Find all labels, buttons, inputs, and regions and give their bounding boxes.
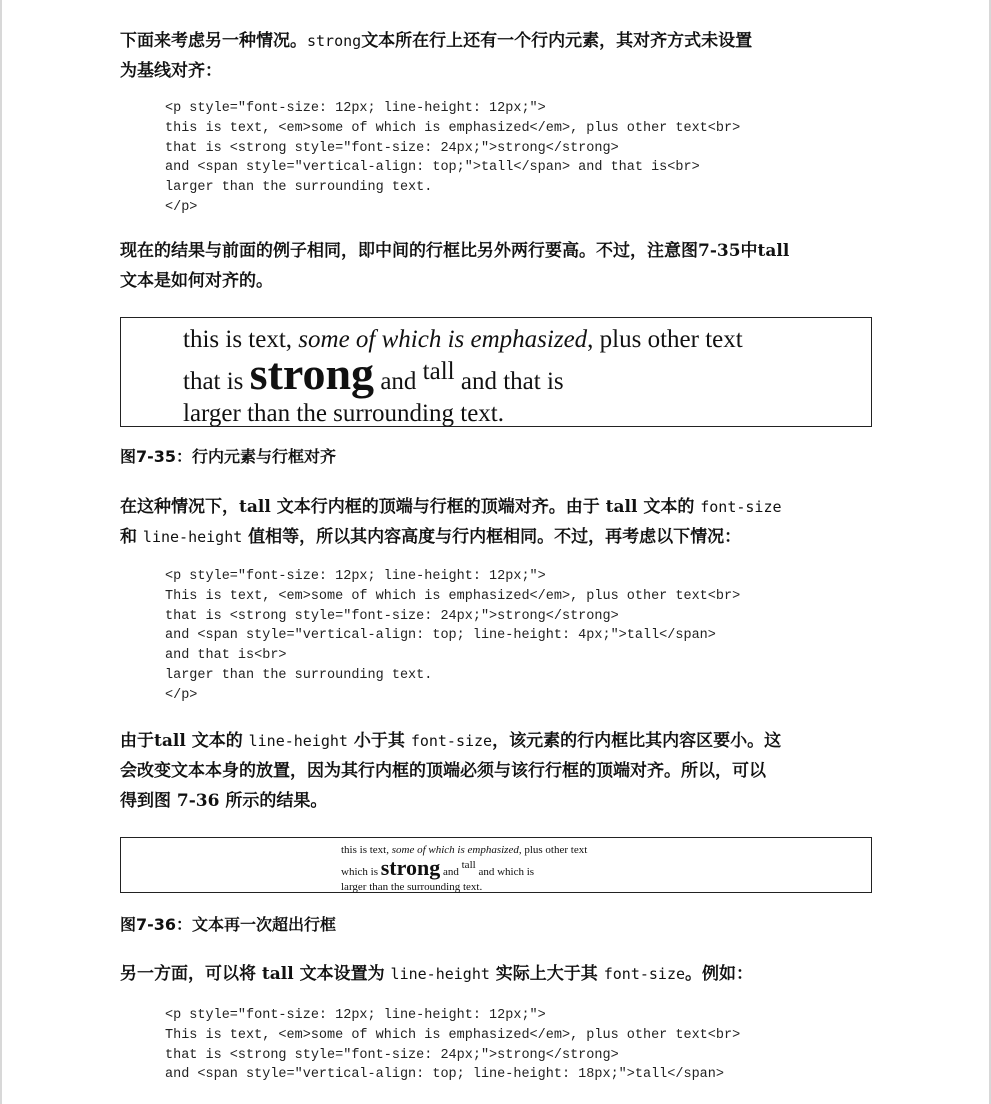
figure-line-2: that is strong and tall and that is bbox=[183, 348, 564, 399]
strong-text: strong bbox=[380, 855, 441, 880]
figure-line-2: which is strong and tall and which is bbox=[341, 855, 535, 880]
figure-7-35-rendering bbox=[183, 324, 743, 430]
tall-text: tall bbox=[422, 358, 455, 385]
figure-7-36-rendering bbox=[341, 843, 587, 895]
paragraph-explanation: 在这种情况下，tall 文本行内框的顶端与行框的顶端对齐。由于 tall 文本的 font-size 和 line-height 值相等，所以其内容高度与行内框相同。不过，再考虑以下情况： bbox=[120, 497, 782, 547]
tall-text: tall bbox=[461, 859, 476, 871]
code-example-3: <p style="font-size: 12px; line-height: 12px;"> This is text, <em>some of which is emphasized</em>, plus other text<br> that is <strong style="font-size: 24px;">strong</strong> and <span style="vertical-align: top; line-height: 18px;">tall</span> bbox=[165, 1008, 741, 1083]
code-example-1: <p style="font-size: 12px; line-height: 12px;"> this is text, <em>some of which is emphasized</em>, plus other text<br> that is <strong style="font-size: 24px;">strong</strong> and <span style="vertical-align: top;">tall</span> and that is<br> larger than the surrounding text. </p> bbox=[165, 101, 741, 215]
figure-caption-7-36: 图7-36：文本再一次超出行框 bbox=[120, 915, 337, 934]
figure-line-3: larger than the surrounding text. bbox=[341, 881, 483, 893]
paragraph-result: 现在的结果与前面的例子相同，即中间的行框比另外两行要高。不过，注意图7-35中tall 文本是如何对齐的。 bbox=[120, 241, 790, 291]
figure-7-35 bbox=[120, 317, 872, 427]
figure-line-1: this is text, some of which is emphasized, plus other text bbox=[341, 844, 588, 856]
page-left-edge bbox=[0, 0, 2, 1104]
figure-caption-7-35: 图7-35：行内元素与行框对齐 bbox=[120, 447, 337, 466]
strong-text: strong bbox=[249, 348, 375, 399]
paragraph-larger-line-height: 另一方面，可以将 tall 文本设置为 line-height 实际上大于其 font-size。例如： bbox=[120, 964, 754, 984]
paragraph-smaller-line-height: 由于tall 文本的 line-height 小于其 font-size，该元素的行内框比其内容区要小。这 会改变文本本身的放置，因为其行内框的顶端必须与该行行框的顶端对齐。所以，可以 得到图 7-36 所示的结果。 bbox=[120, 731, 782, 811]
paragraph-intro: 下面来考虑另一种情况。strong文本所在行上还有一个行内元素，其对齐方式未设置 为基线对齐： bbox=[120, 31, 753, 81]
code-example-2: <p style="font-size: 12px; line-height: 12px;"> This is text, <em>some of which is emphasized</em>, plus other text<br> that is <strong style="font-size: 24px;">strong</strong> and <span style="vertical-align: top; line-height: 4px;">tall</span> and that is<br> larger than the surrounding text. </p> bbox=[165, 569, 741, 703]
figure-7-36 bbox=[120, 837, 872, 893]
figure-line-3: larger than the surrounding text. bbox=[183, 400, 504, 427]
figure-line-1: this is text, some of which is emphasized, plus other text bbox=[183, 326, 743, 353]
